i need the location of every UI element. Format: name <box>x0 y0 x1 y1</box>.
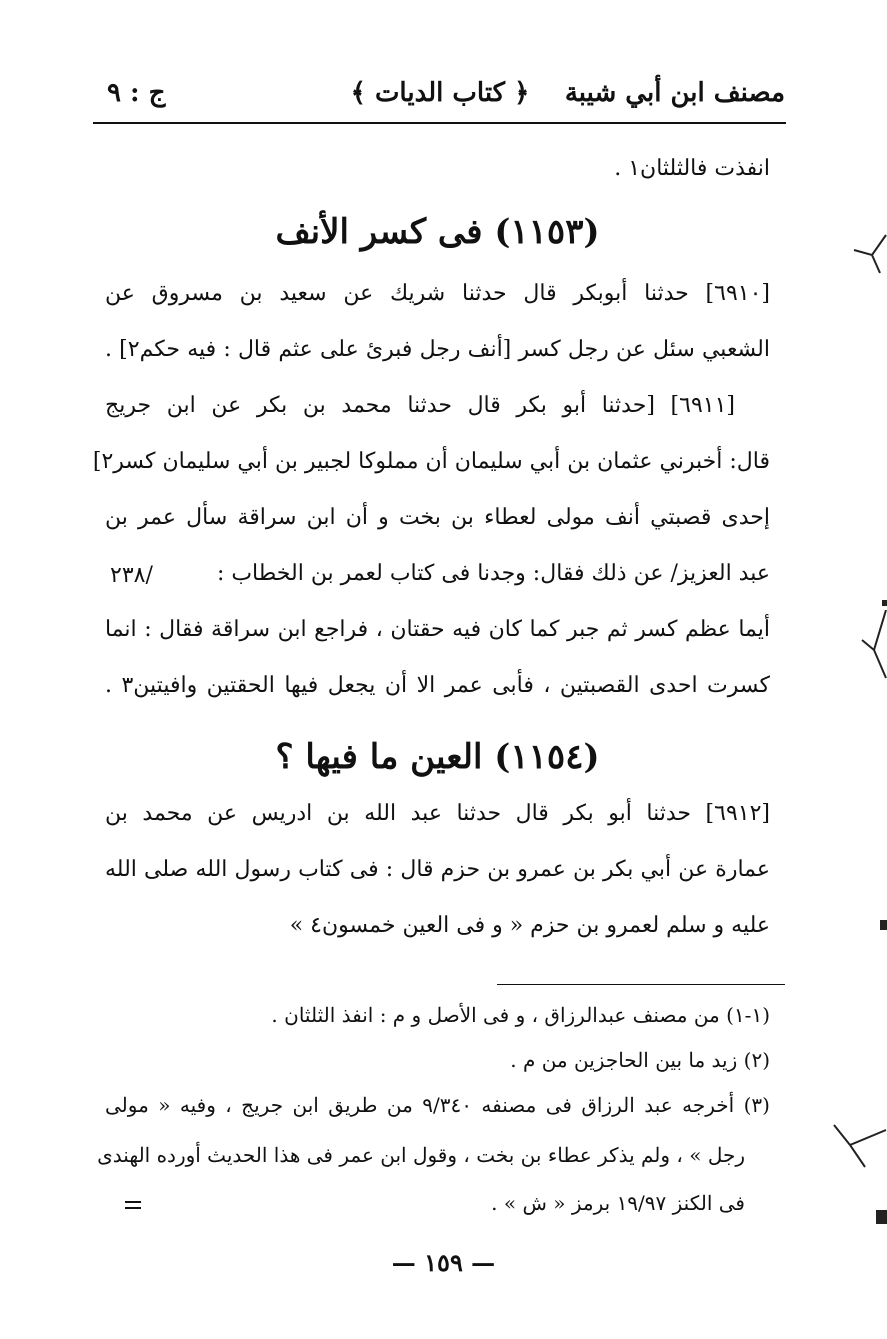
text-line-7: أيما عظم كسر ثم جبر كما كان فيه حقتان ، فراجع ابن سراقة فقال : انما <box>105 617 770 642</box>
text-line-4: قال: أخبرني عثمان بن أبي سليمان أن مملوكا لجبير بن أبي سليمان كسر٢] <box>92 449 770 474</box>
text-line-6: عبد العزيز/ عن ذلك فقال: وجدنا فى كتاب لعمر بن الخطاب : <box>216 561 770 586</box>
footnote-2: (٢) زيد ما بين الحاجزين من م . <box>510 1048 770 1072</box>
text-line-3: [٦٩١١] [حدثنا أبو بكر قال حدثنا محمد بن بكر عن ابن جريج <box>105 393 735 418</box>
scan-edge-blot <box>876 1210 887 1224</box>
page-number: — ١٥٩ — <box>391 1248 496 1277</box>
text-line-2: الشعبي سئل عن رجل كسر [أنف رجل فبرئ على عثم قال : فيه حكم٢] . <box>105 337 770 362</box>
running-header <box>95 70 785 122</box>
scan-edge-dot-2 <box>882 600 887 606</box>
text-line-8: كسرت احدى القصبتين ، فأبى عمر الا أن يجعل فيها الحقتين وافيتين٣ . <box>105 673 770 698</box>
text-line-1: [٦٩١٠] حدثنا أبوبكر قال حدثنا شريك عن سعيد بن مسروق عن <box>105 281 770 306</box>
text-line-10: عمارة عن أبي بكر بن عمرو بن حزم قال : فى كتاب رسول الله صلى الله <box>105 857 770 882</box>
text-line-9: [٦٩١٢] حدثنا أبو بكر قال حدثنا عبد الله بن ادريس عن محمد بن <box>105 801 770 826</box>
footnote-3-line-1: (٣) أخرجه عبد الرزاق فى مصنفه ٩/٣٤٠ من طريق ابن جريج ، وفيه « مولى <box>105 1093 770 1117</box>
scan-edge-mark-1 <box>850 225 887 275</box>
text-line-0: انفذت فالثلثان١ . <box>614 156 770 181</box>
footnote-3-line-3: فى الكنز ١٩/٩٧ برمز « ش » . <box>491 1191 745 1215</box>
scan-edge-mark-3 <box>830 1115 887 1170</box>
text-line-5: إحدى قصبتي أنف مولى لعطاء بن بخت و أن ابن سراقة سأل عمر بن <box>105 505 770 530</box>
chapter-heading-1153: (١١٥٣) فى كسر الأنف <box>275 212 600 252</box>
text-line-11: عليه و سلم لعمرو بن حزم « و فى العين خمسون٤ » <box>289 913 770 938</box>
scan-edge-mark-2 <box>860 610 887 680</box>
footnote-3-line-2: رجل » ، ولم يذكر عطاء بن بخت ، وقول ابن عمر فى هذا الحديث أورده الهندى <box>97 1143 745 1167</box>
footnote-rule <box>497 984 785 985</box>
scan-edge-dot <box>880 920 887 930</box>
footnote-1: (١-١) من مصنف عبدالرزاق ، و فى الأصل و م : انفذ الثلثان . <box>271 1003 770 1027</box>
book-title: مصنف ابن أبي شيبة <box>564 78 785 108</box>
chapter-heading-1154: (١١٥٤) العين ما فيها ؟ <box>275 737 600 777</box>
chapter-title: ﴿ كتاب الديات ﴾ <box>350 78 530 108</box>
ink-mark <box>125 1201 141 1209</box>
manuscript-folio-ref: ٢٣٨/ <box>110 563 153 588</box>
header-rule <box>93 122 786 124</box>
volume-number: ج : ٩ <box>107 78 166 108</box>
